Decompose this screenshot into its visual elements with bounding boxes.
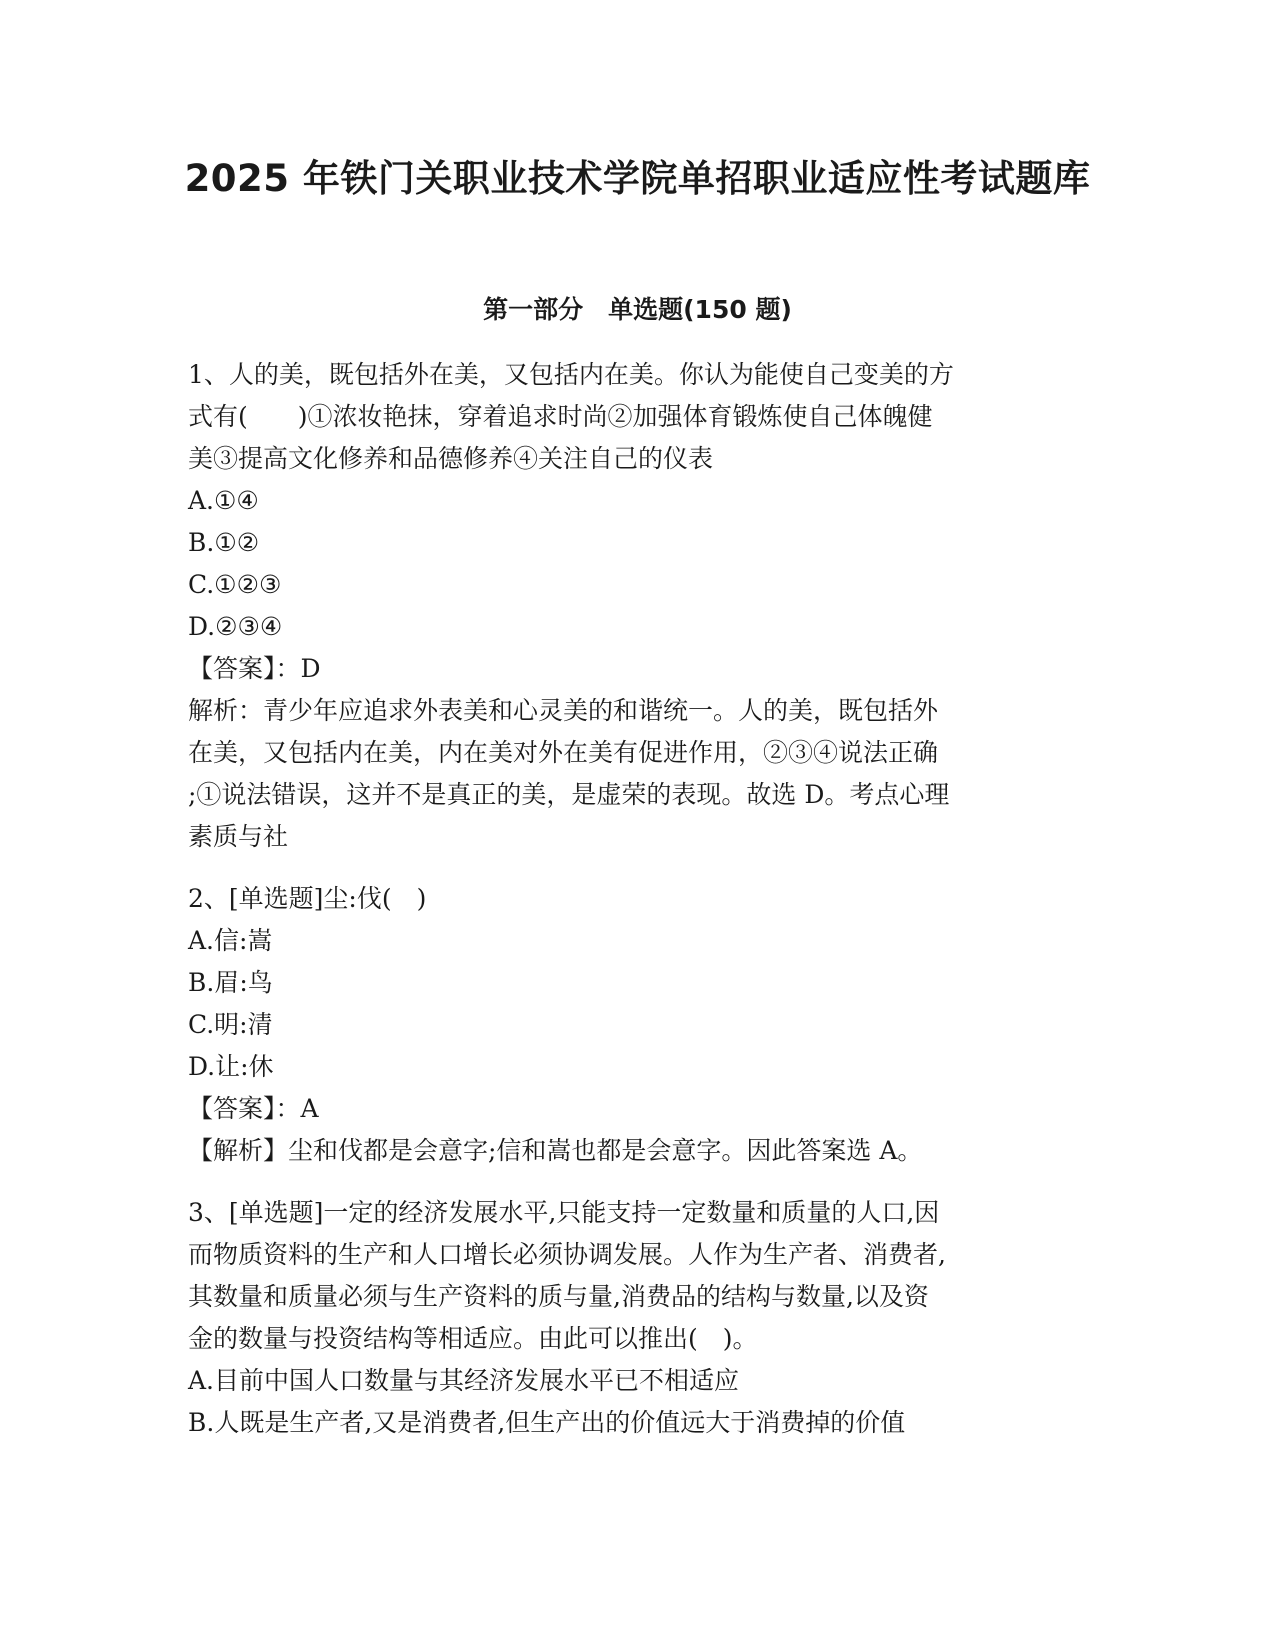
option-b: B.人既是生产者,又是消费者,但生产出的价值远大于消费掉的价值: [188, 1408, 906, 1437]
option-d: D.让:休: [188, 1052, 274, 1081]
question-stem-line: 式有( )①浓妆艳抹，穿着追求时尚②加强体育锻炼使自己体魄健: [188, 402, 933, 431]
question-list: [188, 354, 1078, 1444]
answer: 【答案】：A: [188, 1094, 319, 1123]
question-stem-line: 金的数量与投资结构等相适应。由此可以推出( )。: [188, 1324, 758, 1353]
analysis-line: 在美，又包括内在美，内在美对外在美有促进作用，②③④说法正确: [188, 738, 939, 767]
question-stem-line: 1、人的美，既包括外在美，又包括内在美。你认为能使自己变美的方: [188, 360, 954, 389]
analysis-line: 素质与社: [188, 822, 289, 851]
answer: 【答案】：D: [188, 654, 321, 683]
analysis-line: ;①说法错误，这并不是真正的美，是虚荣的表现。故选 D。考点心理: [188, 780, 950, 809]
question-stem-line: 2、[单选题]尘:伐( ): [188, 884, 427, 913]
question-stem-line: 其数量和质量必须与生产资料的质与量,消费品的结构与数量,以及资: [188, 1282, 929, 1311]
document-title: 2025 年铁门关职业技术学院单招职业适应性考试题库: [184, 157, 1091, 200]
question-stem-line: 3、[单选题]一定的经济发展水平,只能支持一定数量和质量的人口,因: [188, 1198, 940, 1227]
option-c: C.①②③: [188, 570, 282, 599]
question-2: [188, 878, 1078, 1172]
question-3: [188, 1192, 1078, 1444]
analysis-line: 【解析】尘和伐都是会意字;信和嵩也都是会意字。因此答案选 A。: [188, 1136, 923, 1165]
option-b: B.眉:鸟: [188, 968, 273, 997]
question-1: [188, 354, 1078, 858]
section-heading: 第一部分 单选题(150 题): [483, 295, 792, 324]
option-c: C.明:清: [188, 1010, 273, 1039]
option-a: A.①④: [188, 486, 259, 515]
option-d: D.②③④: [188, 612, 283, 641]
question-stem-line: 美③提高文化修养和品德修养④关注自己的仪表: [188, 444, 714, 473]
option-a: A.目前中国人口数量与其经济发展水平已不相适应: [188, 1366, 740, 1395]
question-stem-line: 而物质资料的生产和人口增长必须协调发展。人作为生产者、消费者,: [188, 1240, 946, 1269]
option-a: A.信:嵩: [188, 926, 273, 955]
analysis-line: 解析：青少年应追求外表美和心灵美的和谐统一。人的美，既包括外: [188, 696, 939, 725]
option-b: B.①②: [188, 528, 260, 557]
